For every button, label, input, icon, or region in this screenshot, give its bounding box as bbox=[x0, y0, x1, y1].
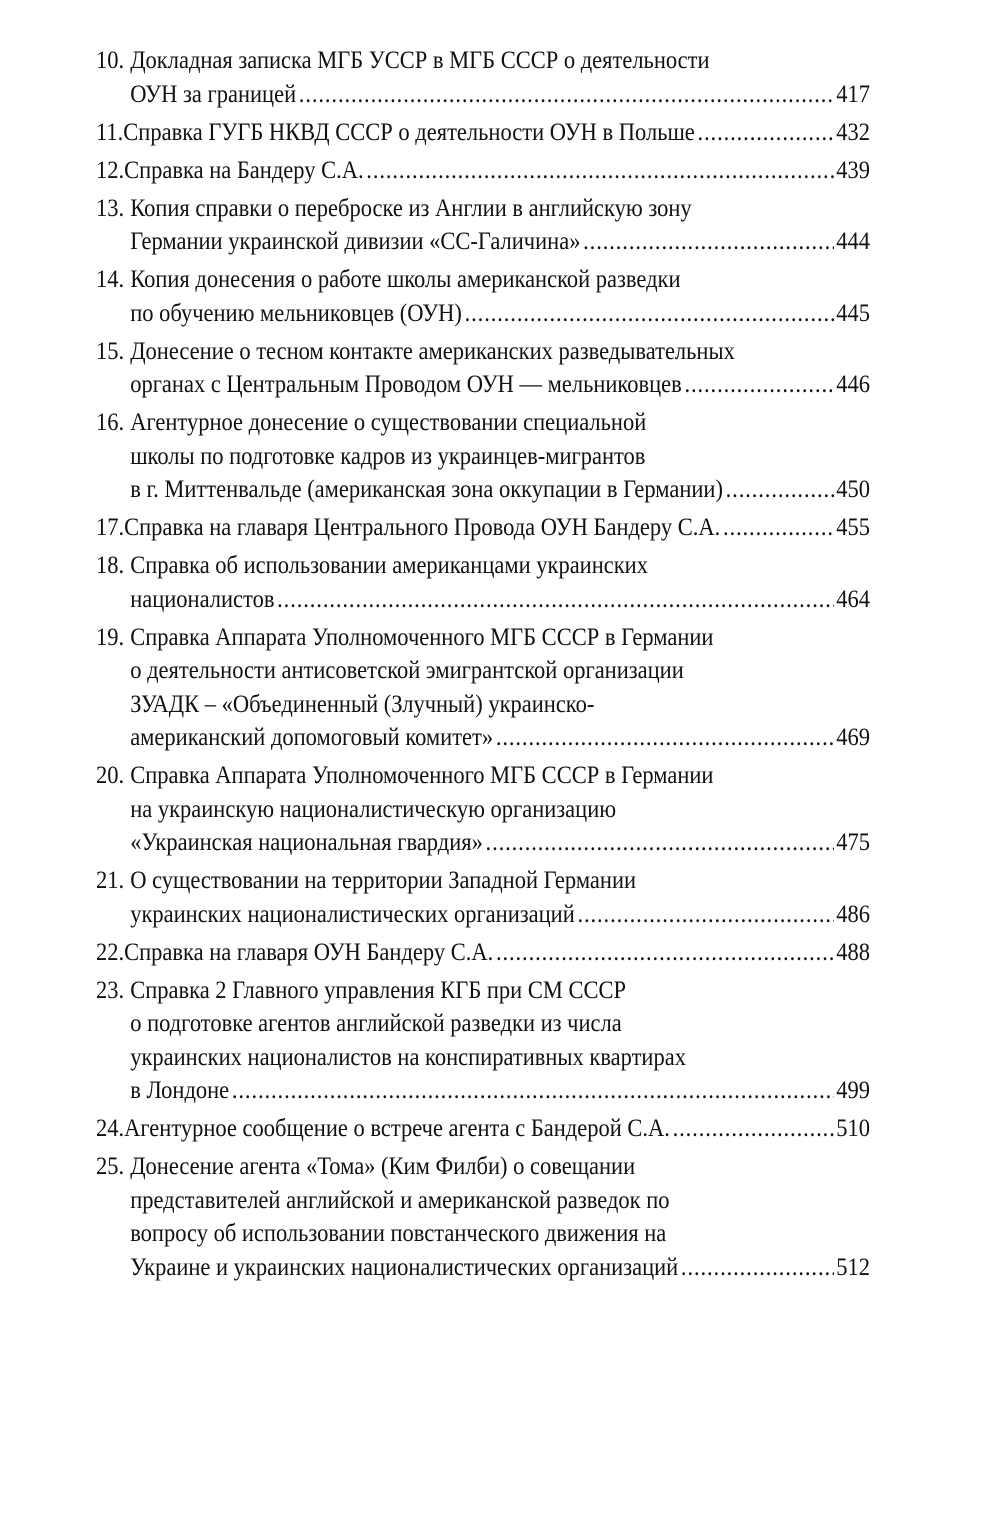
dot-leader bbox=[673, 1112, 834, 1146]
toc-entry-line bbox=[96, 621, 870, 655]
toc-entry-number: 10. bbox=[96, 47, 125, 74]
toc-entry-page-number: 446 bbox=[836, 371, 870, 398]
dot-leader bbox=[496, 721, 834, 755]
toc-entry-page-number: 510 bbox=[836, 1115, 870, 1142]
toc-entry-page-number: 417 bbox=[836, 80, 870, 108]
toc-entry-line bbox=[96, 583, 870, 617]
toc-entry-line bbox=[96, 898, 870, 932]
toc-entry-title: ЗУАДК – «Объединенный (Злучный) украинско- bbox=[130, 690, 595, 718]
dot-leader bbox=[366, 154, 833, 188]
toc-entry-line bbox=[96, 1112, 870, 1146]
toc-entry-number: 22. bbox=[96, 938, 125, 966]
toc-entry bbox=[96, 511, 870, 545]
toc-entry-title: украинских националистов на конспиративных квартирах bbox=[130, 1043, 686, 1071]
toc-entry-title: на украинскую националистическую организацию bbox=[130, 795, 617, 823]
toc-entry bbox=[96, 154, 870, 188]
dot-leader bbox=[681, 1251, 834, 1285]
toc-entry-line bbox=[96, 826, 870, 860]
toc-entry-page-number: 444 bbox=[836, 228, 870, 255]
toc-entry bbox=[96, 1150, 870, 1284]
toc-entry bbox=[96, 936, 870, 970]
dot-leader bbox=[465, 297, 834, 331]
toc-entry-line bbox=[96, 654, 870, 688]
dot-leader bbox=[577, 898, 833, 932]
toc-entry-line bbox=[96, 440, 870, 474]
toc-entry-title: органах с Центральным Проводом ОУН — мельниковцев bbox=[130, 371, 682, 398]
dot-leader bbox=[726, 473, 834, 507]
toc-entry bbox=[96, 759, 870, 860]
toc-entry-number: 11. bbox=[96, 118, 124, 146]
toc-entry-title: Справка Аппарата Уполномоченного МГБ СССР в Германии bbox=[130, 623, 714, 651]
toc-entry-page-number: 469 bbox=[836, 724, 870, 751]
toc-entry-line bbox=[96, 335, 870, 369]
toc-entry bbox=[96, 974, 870, 1108]
dot-leader bbox=[496, 936, 834, 970]
toc-entry-line bbox=[96, 1074, 870, 1108]
toc-entry-number: 18. bbox=[96, 552, 125, 579]
toc-entry-line bbox=[96, 78, 870, 112]
toc-entry-number: 12. bbox=[96, 156, 125, 184]
toc-entry-title: представителей английской и американской разведок по bbox=[130, 1186, 670, 1214]
toc-entry-title: националистов bbox=[130, 585, 275, 613]
toc-entry-line bbox=[96, 974, 870, 1008]
toc-entry-title: по обучению мельниковцев (ОУН) bbox=[130, 299, 462, 327]
toc-entry-title: в г. Миттенвальде (американская зона оккупации в Германии) bbox=[130, 476, 723, 503]
toc-entry bbox=[96, 263, 870, 330]
toc-entry bbox=[96, 864, 870, 931]
toc-entry-page-number: 464 bbox=[836, 585, 870, 613]
table-of-contents bbox=[96, 44, 870, 1289]
toc-entry-title: О существовании на территории Западной Германии bbox=[130, 867, 637, 894]
toc-entry-page-number: 488 bbox=[836, 938, 870, 966]
toc-entry-line bbox=[96, 116, 870, 150]
toc-entry-line bbox=[96, 1184, 870, 1218]
toc-entry bbox=[96, 116, 870, 150]
toc-entry-number: 19. bbox=[96, 623, 125, 651]
dot-leader bbox=[684, 368, 833, 402]
toc-entry-line bbox=[96, 1217, 870, 1251]
toc-entry-title: Справка об использовании американцами украинских bbox=[130, 552, 648, 579]
toc-entry bbox=[96, 406, 870, 507]
toc-entry-page-number: 450 bbox=[836, 476, 870, 503]
toc-entry-page-number: 512 bbox=[836, 1253, 870, 1281]
toc-entry-title: Докладная записка МГБ УССР в МГБ СССР о деятельности bbox=[130, 47, 710, 74]
toc-entry-page-number: 499 bbox=[836, 1077, 870, 1104]
toc-entry-title: Агентурное донесение о существовании специальной bbox=[130, 409, 647, 436]
toc-entry-number: 21. bbox=[96, 867, 125, 894]
toc-entry-line bbox=[96, 473, 870, 507]
toc-entry-line bbox=[96, 511, 870, 545]
toc-entry-page-number: 432 bbox=[836, 118, 870, 146]
toc-entry-line bbox=[96, 368, 870, 402]
toc-entry-line bbox=[96, 154, 870, 188]
toc-entry-number: 16. bbox=[96, 409, 125, 436]
toc-entry-line bbox=[96, 192, 870, 226]
toc-entry-line bbox=[96, 759, 870, 793]
dot-leader bbox=[486, 826, 834, 860]
toc-entry-number: 13. bbox=[96, 194, 125, 222]
toc-entry-title: Справка на Бандеру С.А. bbox=[124, 156, 364, 184]
toc-entry-line bbox=[96, 793, 870, 827]
dot-leader bbox=[723, 511, 834, 545]
toc-entry-title: Донесение агента «Тома» (Ким Филби) о совещании bbox=[130, 1153, 636, 1180]
toc-entry-title: «Украинская национальная гвардия» bbox=[130, 829, 483, 856]
toc-entry-number: 24. bbox=[96, 1115, 125, 1142]
toc-entry bbox=[96, 549, 870, 616]
toc-entry-title: Справка ГУГБ НКВД СССР о деятельности ОУН в Польше bbox=[123, 118, 695, 146]
toc-entry-title: американский допомоговый комитет» bbox=[130, 724, 494, 751]
toc-entry-page-number: 486 bbox=[836, 900, 870, 928]
toc-entry-title: Справка на главаря Центрального Провода ОУН Бандеру С.А. bbox=[124, 514, 721, 541]
toc-entry-line bbox=[96, 936, 870, 970]
toc-entry-number: 17. bbox=[96, 514, 125, 541]
toc-entry-title: Германии украинской дивизии «СС-Галичина» bbox=[130, 228, 581, 255]
toc-entry-line bbox=[96, 44, 870, 78]
toc-entry-line bbox=[96, 1007, 870, 1041]
toc-entry-title: вопросу об использовании повстанческого движения на bbox=[130, 1220, 667, 1247]
toc-entry-line bbox=[96, 263, 870, 297]
toc-entry-line bbox=[96, 549, 870, 583]
toc-entry-title: Копия справки о переброске из Англии в английскую зону bbox=[130, 194, 692, 222]
toc-entry-line bbox=[96, 406, 870, 440]
toc-entry-title: Агентурное сообщение о встрече агента с Бандерой С.А. bbox=[124, 1115, 670, 1142]
toc-entry bbox=[96, 335, 870, 402]
toc-entry-line bbox=[96, 1041, 870, 1075]
toc-entry bbox=[96, 44, 870, 111]
toc-entry-title: Украине и украинских националистических организаций bbox=[130, 1253, 679, 1281]
toc-entry-line bbox=[96, 688, 870, 722]
dot-leader bbox=[232, 1074, 834, 1108]
toc-entry-number: 23. bbox=[96, 976, 125, 1004]
toc-entry-line bbox=[96, 225, 870, 259]
toc-entry-title: Донесение о тесном контакте американских разведывательных bbox=[130, 337, 735, 365]
toc-entry bbox=[96, 621, 870, 755]
toc-entry-number: 20. bbox=[96, 762, 125, 789]
toc-entry-number: 25. bbox=[96, 1153, 125, 1180]
toc-entry-title: Копия донесения о работе школы американской разведки bbox=[130, 266, 681, 293]
toc-entry-number: 15. bbox=[96, 337, 125, 365]
toc-entry-line bbox=[96, 297, 870, 331]
toc-entry-line bbox=[96, 721, 870, 755]
toc-entry-page-number: 475 bbox=[836, 829, 870, 856]
toc-entry-title: Справка Аппарата Уполномоченного МГБ СССР в Германии bbox=[130, 762, 714, 789]
dot-leader bbox=[697, 116, 833, 150]
toc-entry-title: о подготовке агентов английской разведки из числа bbox=[130, 1010, 622, 1037]
toc-entry-title: украинских националистических организаций bbox=[130, 900, 575, 928]
toc-entry bbox=[96, 192, 870, 259]
toc-entry-line bbox=[96, 864, 870, 898]
toc-entry-title: Справка на главаря ОУН Бандеру С.А. bbox=[124, 938, 494, 966]
toc-entry-line bbox=[96, 1150, 870, 1184]
toc-entry-page-number: 455 bbox=[836, 514, 870, 541]
toc-entry bbox=[96, 1112, 870, 1146]
toc-entry-title: о деятельности антисоветской эмигрантской организации bbox=[130, 657, 684, 684]
toc-entry-title: в Лондоне bbox=[130, 1077, 230, 1104]
toc-entry-title: Справка 2 Главного управления КГБ при СМ СССР bbox=[130, 976, 627, 1004]
dot-leader bbox=[299, 78, 834, 112]
dot-leader bbox=[583, 225, 833, 259]
dot-leader bbox=[277, 583, 833, 617]
toc-entry-page-number: 439 bbox=[836, 156, 870, 184]
toc-entry-line bbox=[96, 1251, 870, 1285]
toc-entry-title: школы по подготовке кадров из украинцев-мигрантов bbox=[130, 442, 646, 470]
toc-entry-number: 14. bbox=[96, 266, 125, 293]
toc-entry-page-number: 445 bbox=[836, 299, 870, 327]
toc-entry-title: ОУН за границей bbox=[130, 80, 297, 108]
